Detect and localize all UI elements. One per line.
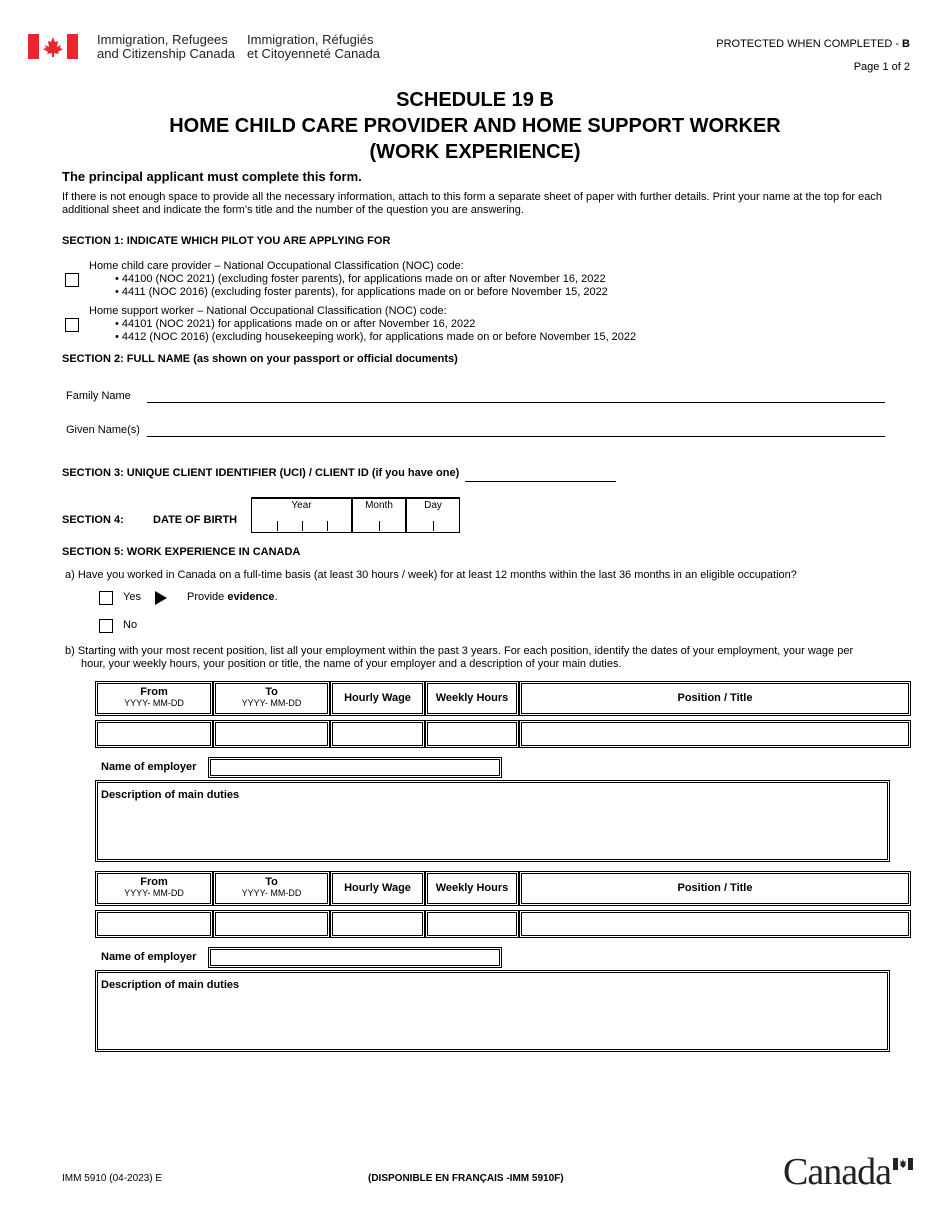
dob-day-label: Day xyxy=(424,500,442,511)
hourly-wage-input-2[interactable] xyxy=(330,910,425,938)
employer-label-1: Name of employer xyxy=(101,761,197,773)
arrow-right-icon xyxy=(155,591,167,605)
duties-input-1[interactable] xyxy=(95,780,890,862)
dob-year-label: Year xyxy=(291,500,312,511)
form-title: SCHEDULE 19 B HOME CHILD CARE PROVIDER AND HOME SUPPORT WORKER (WORK EXPERIENCE) xyxy=(169,89,781,163)
weekly-hours-input-2[interactable] xyxy=(425,910,519,938)
col-from: From YYYY- MM-DD xyxy=(95,871,213,906)
home-child-care-provider-checkbox[interactable] xyxy=(65,273,79,287)
hourly-wage-input-1[interactable] xyxy=(330,720,425,748)
to-date-input-2[interactable] xyxy=(213,910,330,938)
section2-heading: SECTION 2: FULL NAME (as shown on your passport or official documents) xyxy=(62,353,458,365)
question-b: b) Starting with your most recent position, list all your employment within the past 3 years. For each position, identify the dates of your employment, your wage per hour, your weekly hours, your position or title, the name of your employer and a description of your main duties. xyxy=(65,645,854,670)
provide-evidence-text: Provide evidence. xyxy=(187,591,278,603)
given-names-input[interactable] xyxy=(147,436,885,437)
home-support-worker-checkbox[interactable] xyxy=(65,318,79,332)
french-version-note: (DISPONIBLE EN FRANÇAIS -IMM 5910F) xyxy=(368,1173,564,1184)
protected-label: PROTECTED WHEN COMPLETED - B xyxy=(716,38,910,50)
col-weekly-hours: Weekly Hours xyxy=(425,681,519,716)
col-position: Position / Title xyxy=(519,681,911,716)
canada-flag-icon xyxy=(28,34,78,59)
wordmark-flag-icon xyxy=(893,1158,913,1170)
department-name-english: Immigration, Refugees and Citizenship Canada xyxy=(97,32,236,61)
date-of-birth-label: DATE OF BIRTH xyxy=(153,514,238,526)
col-hourly-wage: Hourly Wage xyxy=(330,681,425,716)
employer-input-1[interactable] xyxy=(208,757,502,778)
family-name-input[interactable] xyxy=(147,402,885,403)
dob-month-input[interactable] xyxy=(352,497,406,533)
duties-label-2: Description of main duties xyxy=(101,979,240,991)
from-date-input-2[interactable] xyxy=(95,910,213,938)
no-label: No xyxy=(123,619,138,631)
dob-year-input[interactable] xyxy=(251,497,352,533)
weekly-hours-input-1[interactable] xyxy=(425,720,519,748)
tick xyxy=(327,521,328,531)
tick xyxy=(277,521,278,531)
family-name-label: Family Name xyxy=(66,390,131,402)
yes-checkbox[interactable] xyxy=(99,591,113,605)
from-date-input-1[interactable] xyxy=(95,720,213,748)
employer-label-2: Name of employer xyxy=(101,951,197,963)
uci-input[interactable] xyxy=(465,481,616,482)
position-input-1[interactable] xyxy=(519,720,911,748)
dob-day-input[interactable] xyxy=(406,497,460,533)
col-position: Position / Title xyxy=(519,871,911,906)
yes-label: Yes xyxy=(123,591,141,603)
col-to: To YYYY- MM-DD xyxy=(213,871,330,906)
section5-heading: SECTION 5: WORK EXPERIENCE IN CANADA xyxy=(62,546,301,558)
col-hourly-wage: Hourly Wage xyxy=(330,871,425,906)
position-input-2[interactable] xyxy=(519,910,911,938)
intro-text: If there is not enough space to provide all the necessary information, attach to this form a separate sheet of paper with further details. Print your name at the top for each additional sheet and indicate the form's title and the number of the question you are answering. xyxy=(62,191,882,216)
col-from: From YYYY- MM-DD xyxy=(95,681,213,716)
col-weekly-hours: Weekly Hours xyxy=(425,871,519,906)
page-number: Page 1 of 2 xyxy=(853,61,910,73)
department-name-french: Immigration, Réfugiés et Citoyenneté Canada xyxy=(247,32,380,61)
to-date-input-1[interactable] xyxy=(213,720,330,748)
section1-heading: SECTION 1: INDICATE WHICH PILOT YOU ARE APPLYING FOR xyxy=(62,235,391,247)
option-home-support: Home support worker – National Occupational Classification (NOC) code: • 44101 (NOC 2021) for applications made on or after November 16, 2022 • 4412 (NOC 2016) (excluding housekeeping work), for applications made on or before November 15, 2022 xyxy=(89,305,637,343)
section4-heading: SECTION 4: xyxy=(62,514,124,526)
employer-input-2[interactable] xyxy=(208,947,502,968)
canada-wordmark: Canada xyxy=(783,1150,918,1196)
duties-label-1: Description of main duties xyxy=(101,789,240,801)
form-number: IMM 5910 (04-2023) E xyxy=(62,1173,163,1184)
tick xyxy=(433,521,434,531)
no-checkbox[interactable] xyxy=(99,619,113,633)
tick xyxy=(379,521,380,531)
option-home-child-care: Home child care provider – National Occupational Classification (NOC) code: • 44100 (NOC 2021) (excluding foster parents), for applications made on or after November 16, 2022 • 4411 (NOC 2016) (excluding foster parents), for applications made on or before November 15, 2022 xyxy=(89,260,608,298)
duties-input-2[interactable] xyxy=(95,970,890,1052)
col-to: To YYYY- MM-DD xyxy=(213,681,330,716)
tick xyxy=(302,521,303,531)
given-names-label: Given Name(s) xyxy=(66,424,140,436)
intro-heading: The principal applicant must complete this form. xyxy=(62,169,362,184)
section3-heading: SECTION 3: UNIQUE CLIENT IDENTIFIER (UCI) / CLIENT ID (if you have one) xyxy=(62,467,460,479)
question-a: a) Have you worked in Canada on a full-time basis (at least 30 hours / week) for at least 12 months within the last 36 months in an eligible occupation? xyxy=(65,569,797,581)
dob-month-label: Month xyxy=(365,500,393,511)
